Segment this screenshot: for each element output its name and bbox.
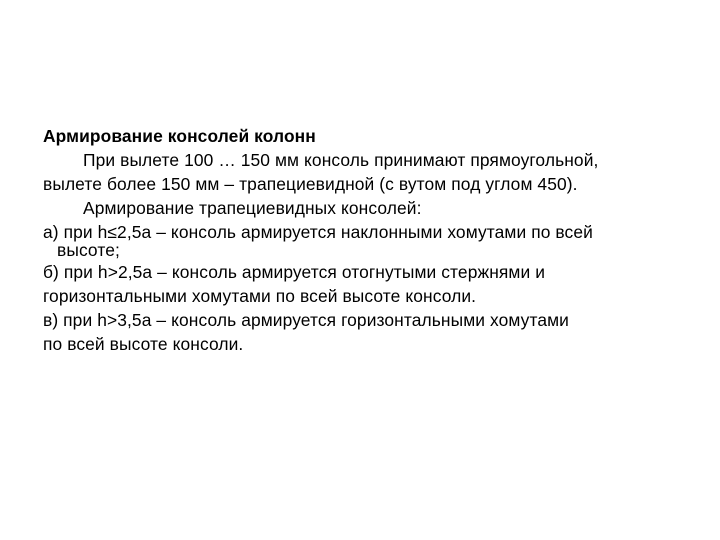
list-item-a-continuation: высоте; xyxy=(57,240,120,260)
list-item-a: а) при h≤2,5a – консоль армируется наклонными хомутами по всей xyxy=(43,222,593,242)
list-item-c-continuation: по всей высоте консоли. xyxy=(43,334,244,354)
paragraph-line: вылете более 150 мм – трапециевидной (с вутом под углом 450). xyxy=(43,174,578,194)
list-item-b: б) при h>2,5a – консоль армируется отогнутыми стержнями и xyxy=(43,262,546,282)
list-item-c: в) при h>3,5a – консоль армируется горизонтальными хомутами xyxy=(43,310,569,330)
paragraph-line: Армирование трапециевидных консолей: xyxy=(83,198,422,218)
document-title: Армирование консолей колонн xyxy=(43,126,316,146)
document-body xyxy=(43,124,703,356)
paragraph-line: При вылете 100 … 150 мм консоль принимают прямоугольной, xyxy=(83,150,599,170)
list-item-b-continuation: горизонтальными хомутами по всей высоте консоли. xyxy=(43,286,477,306)
